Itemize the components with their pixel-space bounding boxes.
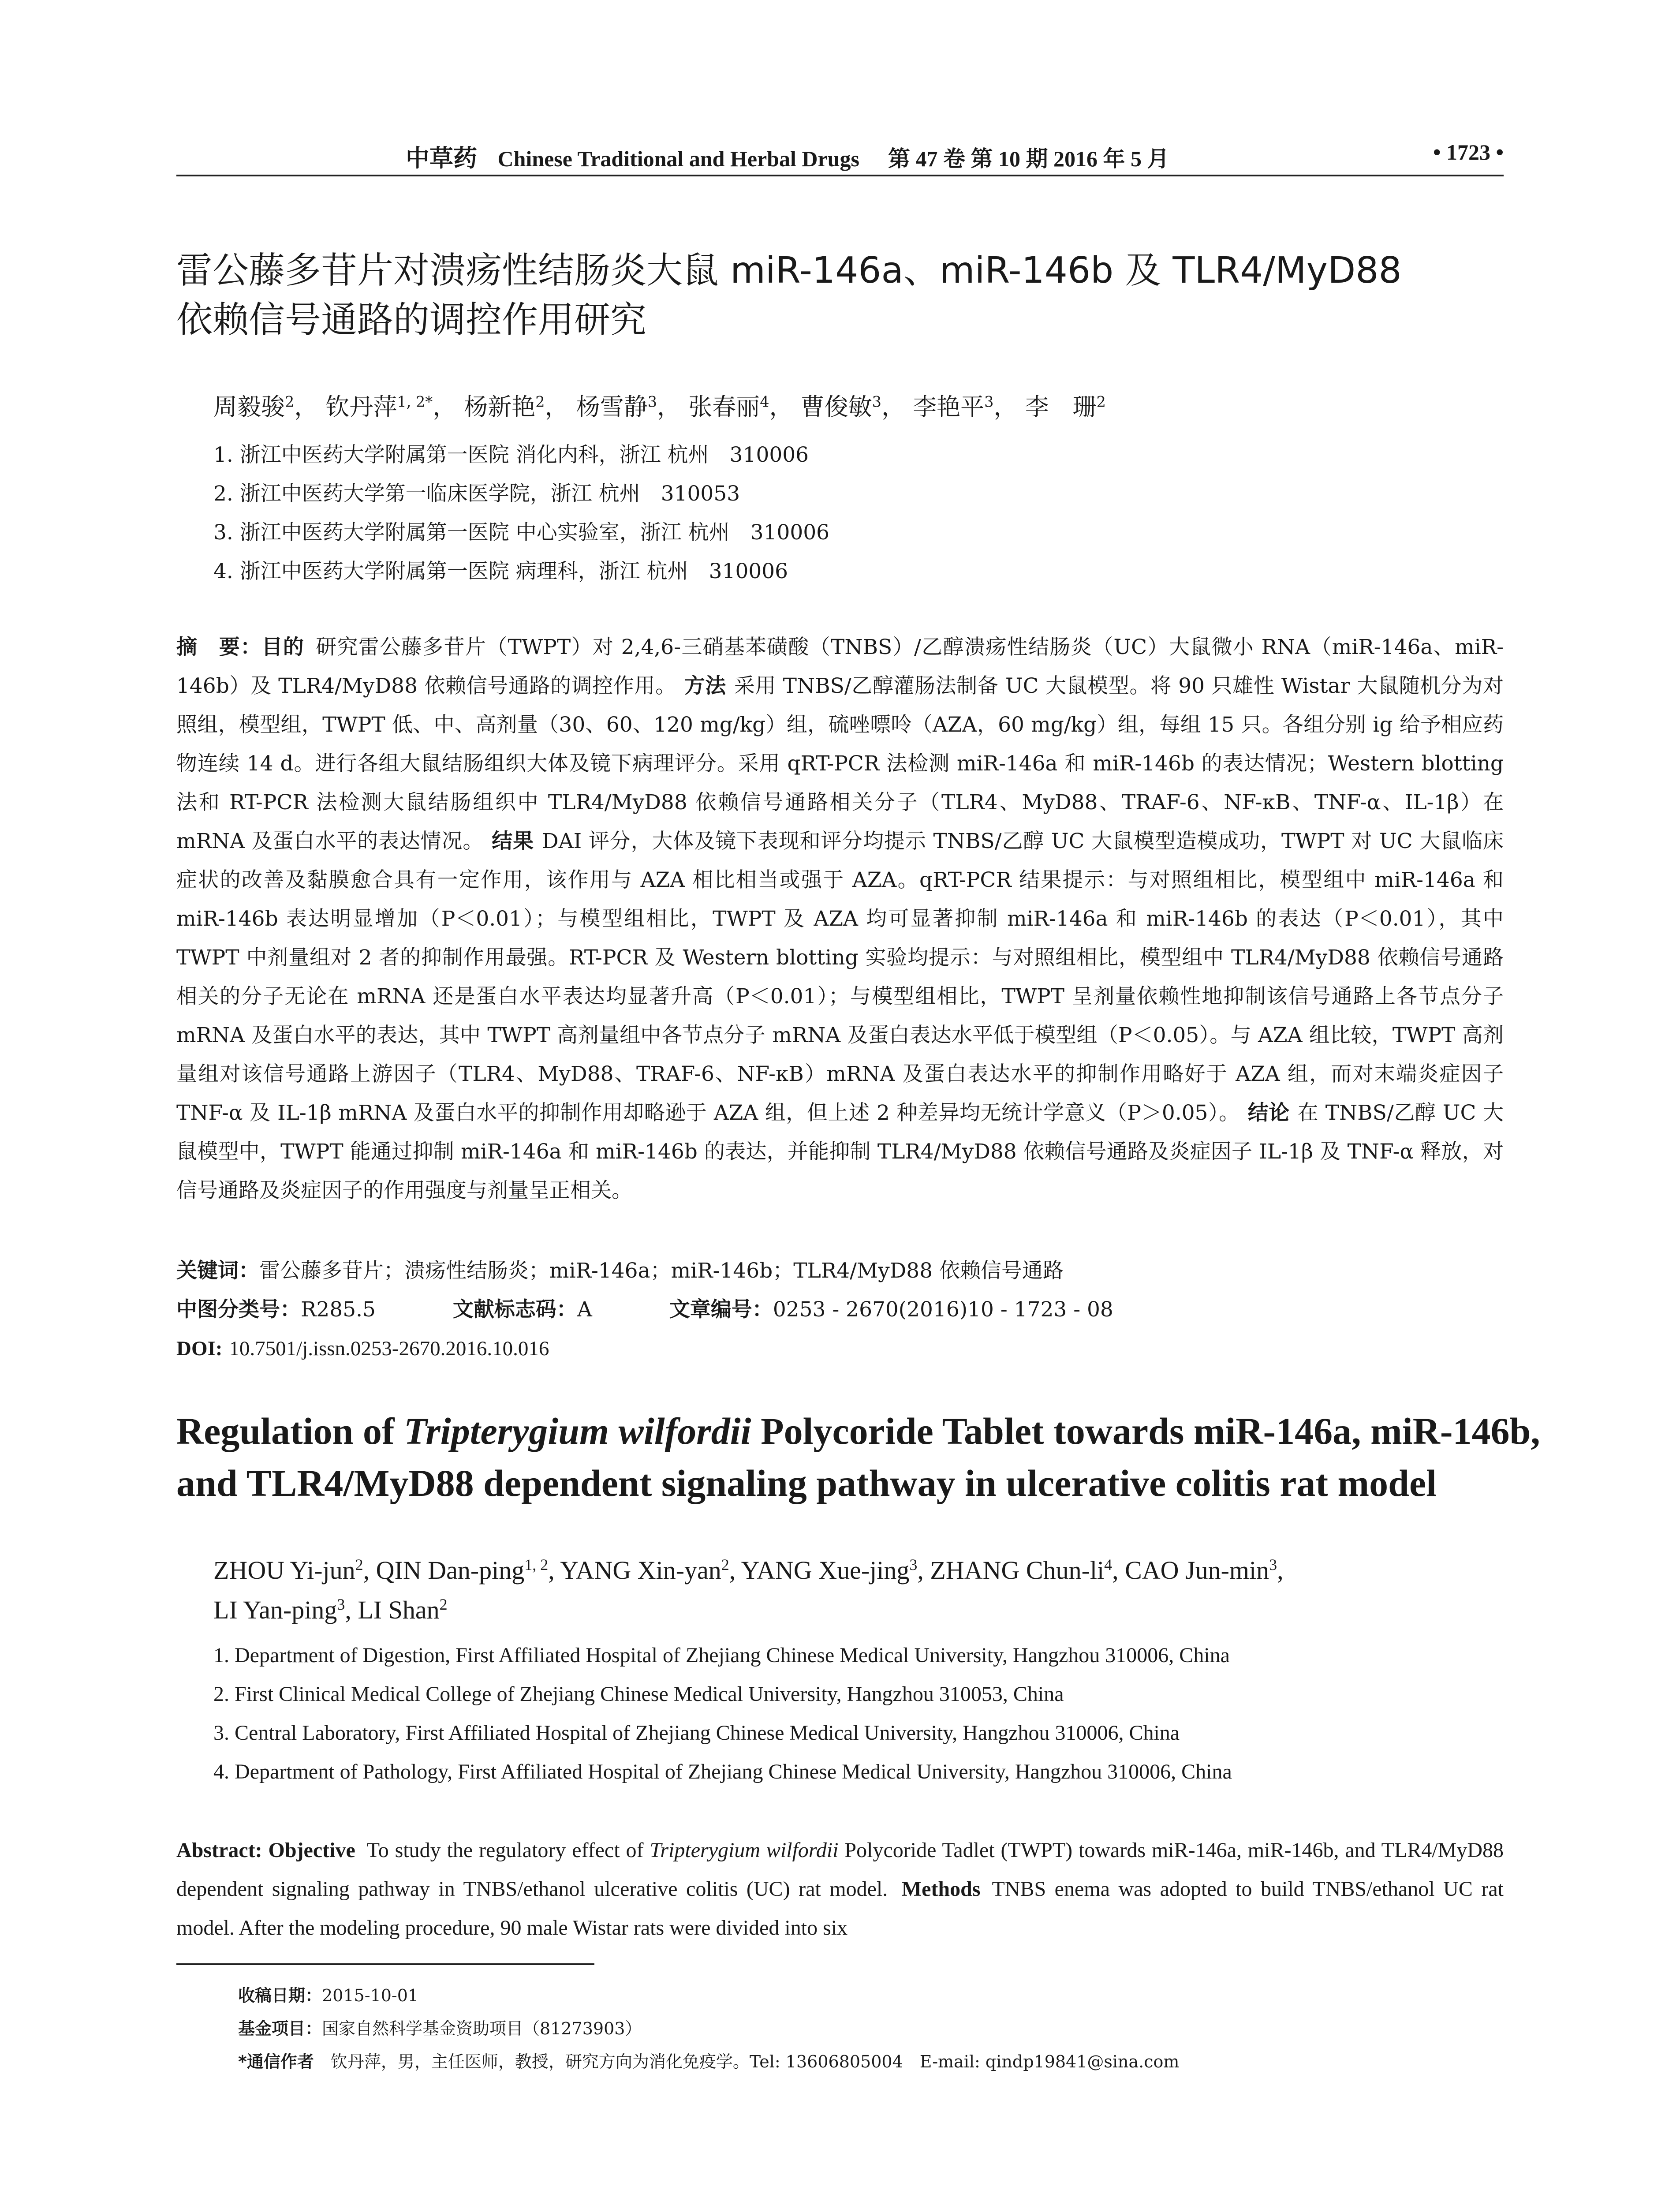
author-en: ZHOU Yi-jun$^2$ (213, 1556, 363, 1585)
classification-row: 中图分类号：R285.5 文献标志码：A 文章编号：0253 - 2670(2016)10 - 1723 - 08 (176, 1297, 1113, 1322)
doi-value: 10.7501/j.issn.0253-2670.2016.10.016 (229, 1337, 549, 1360)
journal-name-cn: 中草药 (406, 145, 477, 172)
author-en: YANG Xue-jing$^3$ (741, 1556, 918, 1585)
abstract-cn-label: 摘 要： (176, 635, 262, 659)
abstract-en-label: Abstract: Objective (176, 1839, 355, 1862)
title-en (176, 1405, 1540, 1509)
received-date: 收稿日期：2015-10-01 (238, 1986, 419, 2005)
authors-en: ZHOU Yi-jun$^2$, QIN Dan-ping$^{1, 2}$, YANG Xin-yan$^2$, YANG Xue-jing$^3$, ZHANG Chun-$li^4$, CAO Jun-$\min^3$, LI Yan-ping$^3$, LI Shan$^2$ (213, 1556, 1284, 1624)
author-en: CAO Jun-$\min^3$ (1125, 1556, 1277, 1585)
abstract-en: Abstract: Objective To study the regulatory effect of Tripterygium wilfordii Polycoride Tadlet (TWPT) towards miR-146a, miR-146b, and TLR4/MyD88 dependent signaling pathway in TNBS/ethanol ulcerative colitis (UC) rat model. Methods TNBS enema was adopted to build TNBS/ethanol UC rat model. After the modeling procedure, 90 male Wistar rats were divided into six (176, 1839, 1504, 1940)
journal-name-en: Chinese Traditional and Herbal Drugs (497, 146, 859, 171)
affiliation-en: 1. Department of Digestion, First Affiliated Hospital of Zhejiang Chinese Medical University, Hangzhou 310006, China (213, 1644, 1230, 1667)
running-header (176, 138, 1504, 174)
author-cn: 杨雪静$^3$ (576, 393, 657, 421)
page-number: • 1723 • (1433, 140, 1504, 164)
article-metadata (176, 1252, 1504, 1368)
authors-cn: 周毅骏$^2$， 钦丹萍$^{1, 2*}$， 杨新艳$^2$， 杨雪静$^3$， 张春丽$^4$， 曹俊敏$^3$， 李艳平$^3$， 李 珊$^2$ (213, 393, 1106, 421)
affiliation-cn: 1. 浙江中医药大学附属第一医院 消化内科，浙江 杭州 310006 (213, 443, 809, 467)
title-en-line2: and TLR4/MyD88 dependent signaling pathway in ulcerative colitis rat model (176, 1462, 1437, 1504)
fund-info: 基金项目：国家自然科学基金资助项目（81273903） (238, 2019, 642, 2038)
author-en: QIN Dan-ping$^{1, 2}$ (376, 1556, 549, 1585)
results-cn-label: 结果 (492, 829, 534, 853)
affiliation-cn: 4. 浙江中医药大学附属第一医院 病理科，浙江 杭州 310006 (213, 559, 788, 583)
author-cn: 李 珊$^2$ (1025, 393, 1106, 421)
methods-cn-label: 方法 (684, 674, 726, 698)
affiliation-cn: 3. 浙江中医药大学附属第一医院 中心实验室，浙江 杭州 310006 (213, 520, 830, 545)
journal-name (406, 139, 1169, 173)
footnote-rule (176, 1963, 594, 1965)
author-en: LI Yan-ping$^3$ (213, 1596, 345, 1624)
affiliations-cn (213, 436, 1492, 591)
methods-cn: 采用 TNBS/乙醇灌肠法制备 UC 大鼠模型。将 90 只雄性 Wistar 大鼠随机分为对照组，模型组，TWPT 低、中、高剂量（30、60、120 mg/kg）组，硫唑嘌呤（AZA，60 mg/kg）组，每组 15 只。各组分别 ig 给予相应药物连续 14 d。进行各组大鼠结肠组织大体及镜下病理评分。采用 qRT-PCR 法检测 miR-146a 和 miR-146b 的表达情况；Western blotting 法和 RT-PCR 法检测大鼠结肠组织中 TLR4/MyD88 依赖信号通路相关分子（TLR4、MyD88、TRAF-6、NF-κB、TNF-α、IL-1β）在 mRNA 及蛋白水平的表达情况。 (176, 674, 1504, 853)
doi: DOI: 10.7501/j.issn.0253-2670.2016.10.016 (176, 1337, 549, 1360)
author-en: LI Shan$^2$ (358, 1596, 448, 1624)
affiliation-en: 4. Department of Pathology, First Affiliated Hospital of Zhejiang Chinese Medical University, Hangzhou 310006, China (213, 1760, 1232, 1783)
journal-issue: 第 47 卷 第 10 期 2016 年 5 月 (888, 146, 1169, 171)
document-code: A (577, 1297, 592, 1322)
affiliation-en: 3. Central Laboratory, First Affiliated Hospital of Zhejiang Chinese Medical University, Hangzhou 310006, China (213, 1721, 1180, 1745)
author-cn: 周毅骏$^2$ (213, 393, 295, 421)
keywords-cn: 关键词：雷公藤多苷片；溃疡性结肠炎；miR-146a；miR-146b；TLR4/MyD88 依赖信号通路 (176, 1259, 1064, 1283)
author-cn: 李艳平$^3$ (913, 393, 994, 421)
author-en: ZHANG Chun-$li^4$ (930, 1556, 1113, 1585)
author-en: YANG Xin-yan$^2$ (560, 1556, 729, 1585)
abstract-cn (176, 628, 1504, 1210)
article-number: 0253 - 2670(2016)10 - 1723 - 08 (773, 1297, 1113, 1322)
author-cn: 张春丽$^4$ (688, 393, 769, 421)
title-cn (176, 246, 1504, 345)
affiliation-en: 2. First Clinical Medical College of Zhejiang Chinese Medical University, Hangzhou 310053, China (213, 1682, 1064, 1706)
header-rule (176, 175, 1504, 176)
footnotes (238, 1979, 1504, 2078)
title-cn-line2: 依赖信号通路的调控作用研究 (176, 299, 647, 341)
author-cn: 钦丹萍$^{1, 2*}$ (325, 393, 433, 421)
methods-en-label: Methods (901, 1877, 981, 1901)
conclusion-cn: 在 TNBS/乙醇 UC 大鼠模型中，TWPT 能通过抑制 miR-146a 和 miR-146b 的表达，并能抑制 TLR4/MyD88 依赖信号通路及炎症因子 IL-1β 及 TNF-α 释放，对信号通路及炎症因子的作用强度与剂量呈正相关。 (176, 1101, 1504, 1203)
title-cn-line1: 雷公藤多苷片对溃疡性结肠炎大鼠 miR-146a、miR-146b 及 TLR4/MyD88 (176, 250, 1402, 292)
objective-cn-label: 目的 (261, 635, 305, 659)
author-cn: 曹俊敏$^3$ (800, 393, 881, 421)
author-cn: 杨新艳$^2$ (464, 393, 545, 421)
affiliation-cn: 2. 浙江中医药大学第一临床医学院，浙江 杭州 310053 (213, 482, 740, 506)
results-cn: DAI 评分，大体及镜下表现和评分均提示 TNBS/乙醇 UC 大鼠模型造模成功，TWPT 对 UC 大鼠临床症状的改善及黏膜愈合具有一定作用，该作用与 AZA 相比相当或强于 AZA。qRT-PCR 结果提示：与对照组相比，模型组中 miR-146a 和 miR-146b 表达明显增加（P＜0.01）；与模型组相比，TWPT 及 AZA 均可显著抑制 miR-146a 和 miR-146b 的表达（P＜0.01），其中 TWPT 中剂量组对 2 者的抑制作用最强。RT-PCR 及 Western blotting 实验均提示：与对照组相比，模型组中 TLR4/MyD88 依赖信号通路相关的分子无论在 mRNA 还是蛋白水平表达均显著升高（P＜0.01）；与模型组相比，TWPT 呈剂量依赖性地抑制该信号通路上各节点分子 mRNA 及蛋白水平的表达，其中 TWPT 高剂量组中各节点分子 mRNA 及蛋白表达水平低于模型组（P＜0.05）。与 AZA 组比较，TWPT 高剂量组对该信号通路上游因子（TLR4、MyD88、TRAF-6、NF-κB）mRNA 及蛋白表达水平的抑制作用略好于 AZA 组，而对末端炎症因子 TNF-α 及 IL-1β mRNA 及蛋白水平的抑制作用却略逊于 AZA 组，但上述 2 种差异均无统计学意义（P＞0.05）。 (176, 829, 1504, 1125)
title-en-line1: Regulation of Tripterygium wilfordii Polycoride Tablet towards miR-146a, miR-146b, (176, 1410, 1540, 1452)
objective-cn: 研究雷公藤多苷片（TWPT）对 2,4,6-三硝基苯磺酸（TNBS）/乙醇溃疡性结肠炎（UC）大鼠微小 RNA（miR-146a、miR-146b）及 TLR4/MyD88 依赖信号通路的调控作用。 (176, 635, 1504, 698)
corresponding-author: *通信作者 钦丹萍，男，主任医师，教授，研究方向为消化免疫学。Tel: 13606805004 E-mail: qindp19841@sina.com (238, 2052, 1180, 2071)
clc-number: R285.5 (301, 1297, 376, 1322)
conclusion-cn-label: 结论 (1247, 1101, 1290, 1125)
affiliations-en (213, 1636, 1492, 1791)
methods-en: TNBS enema was adopted to build TNBS/ethanol UC rat model. After the modeling procedure, 90 male Wistar rats were divided into six (176, 1877, 1504, 1940)
